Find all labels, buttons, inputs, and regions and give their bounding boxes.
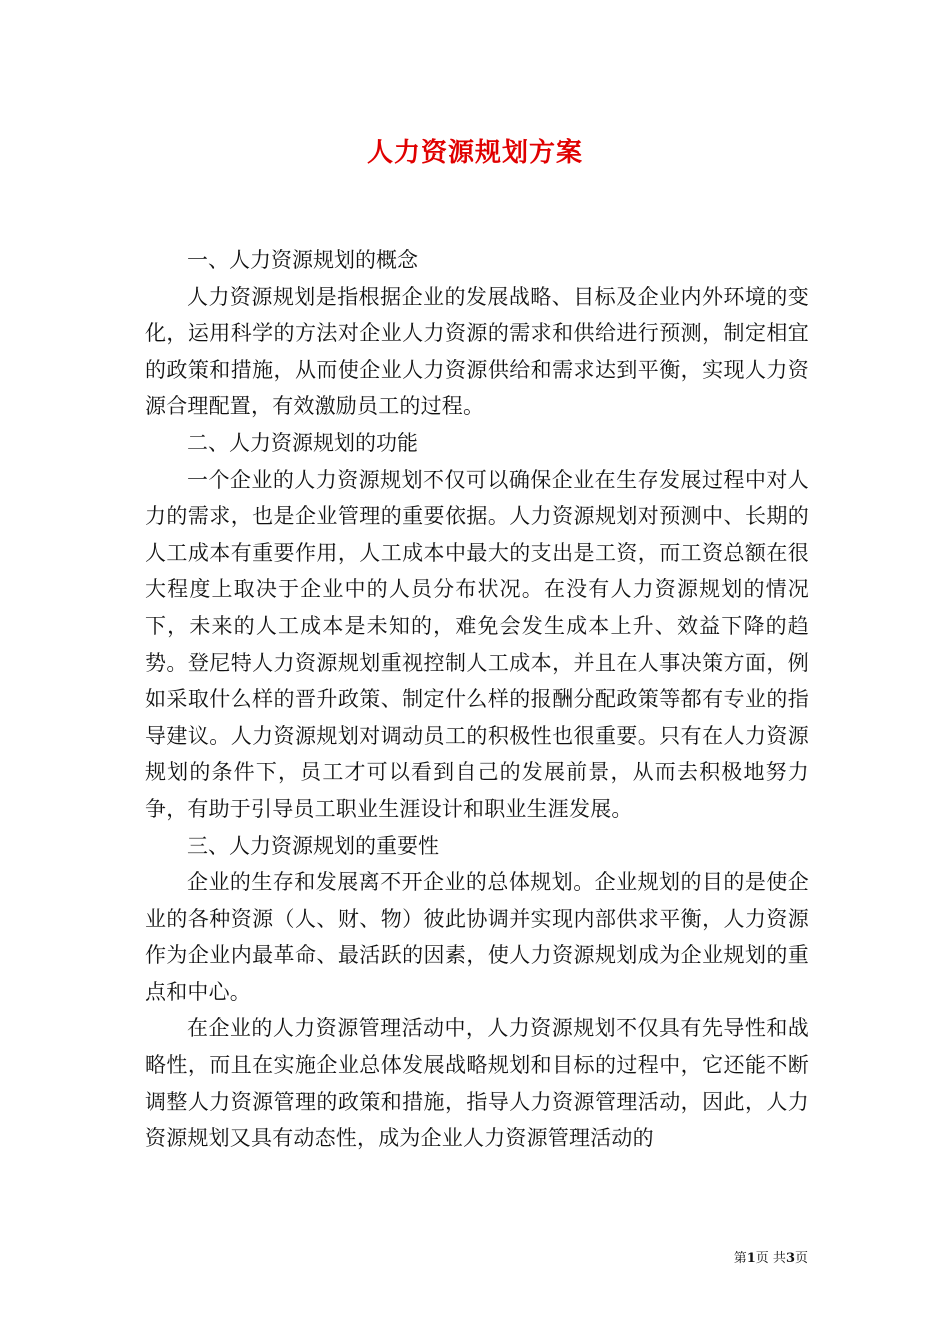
section-3-paragraph-1: 企业的生存和发展离不开企业的总体规划。企业规划的目的是使企业的各种资源（人、财、物）彼此协调并实现内部供求平衡，人力资源作为企业内最革命、最活跃的因素，使人力资源规划成为企业规划的重点和中心。 <box>145 870 809 1004</box>
document-body <box>145 242 809 1157</box>
document-title: 人力资源规划方案 <box>366 138 583 168</box>
section-3-paragraph-2: 在企业的人力资源管理活动中，人力资源规划不仅具有先导性和战略性，而且在实施企业总体发展战略规划和目标的过程中，它还能不断调整人力资源管理的政策和措施，指导人力资源管理活动，因此，人力资源规划又具有动态性，成为企业人力资源管理活动的 <box>145 1016 809 1151</box>
section-heading-2: 二、人力资源规划的功能 <box>187 430 418 455</box>
page-number-footer <box>600 1247 808 1266</box>
footer-middle: 页 共 <box>755 1251 786 1266</box>
footer-prefix: 第 <box>733 1251 747 1266</box>
section-2-paragraph-1: 一个企业的人力资源规划不仅可以确保企业在生存发展过程中对人力的需求，也是企业管理的重要依据。人力资源规划对预测中、长期的人工成本有重要作用，人工成本中最大的支出是工资，而工资总额在很大程度上取决于企业中的人员分布状况。在没有人力资源规划的情况下，未来的人工成本是未知的，难免会发生成本上升、效益下降的趋势。登尼特人力资源规划重视控制人工成本，并且在人事决策方面，例如采取什么样的晋升政策、制定什么样的报酬分配政策等都有专业的指导建议。人力资源规划对调动员工的积极性也很重要。只有在人力资源规划的条件下，员工才可以看到自己的发展前景，从而去积极地努力争，有助于引导员工职业生涯设计和职业生涯发展。 <box>145 467 809 821</box>
footer-total-pages: 3 <box>785 1251 795 1266</box>
footer-current-page: 1 <box>746 1251 756 1266</box>
section-heading-1: 一、人力资源规划的概念 <box>187 248 418 272</box>
section-heading-3: 三、人力资源规划的重要性 <box>187 833 439 858</box>
footer-suffix: 页 <box>794 1251 808 1266</box>
section-1-paragraph-1: 人力资源规划是指根据企业的发展战略、目标及企业内外环境的变化，运用科学的方法对企业人力资源的需求和供给进行预测，制定相宜的政策和措施，从而使企业人力资源供给和需求达到平衡，实现人力资源合理配置，有效激励员工的过程。 <box>145 284 809 419</box>
